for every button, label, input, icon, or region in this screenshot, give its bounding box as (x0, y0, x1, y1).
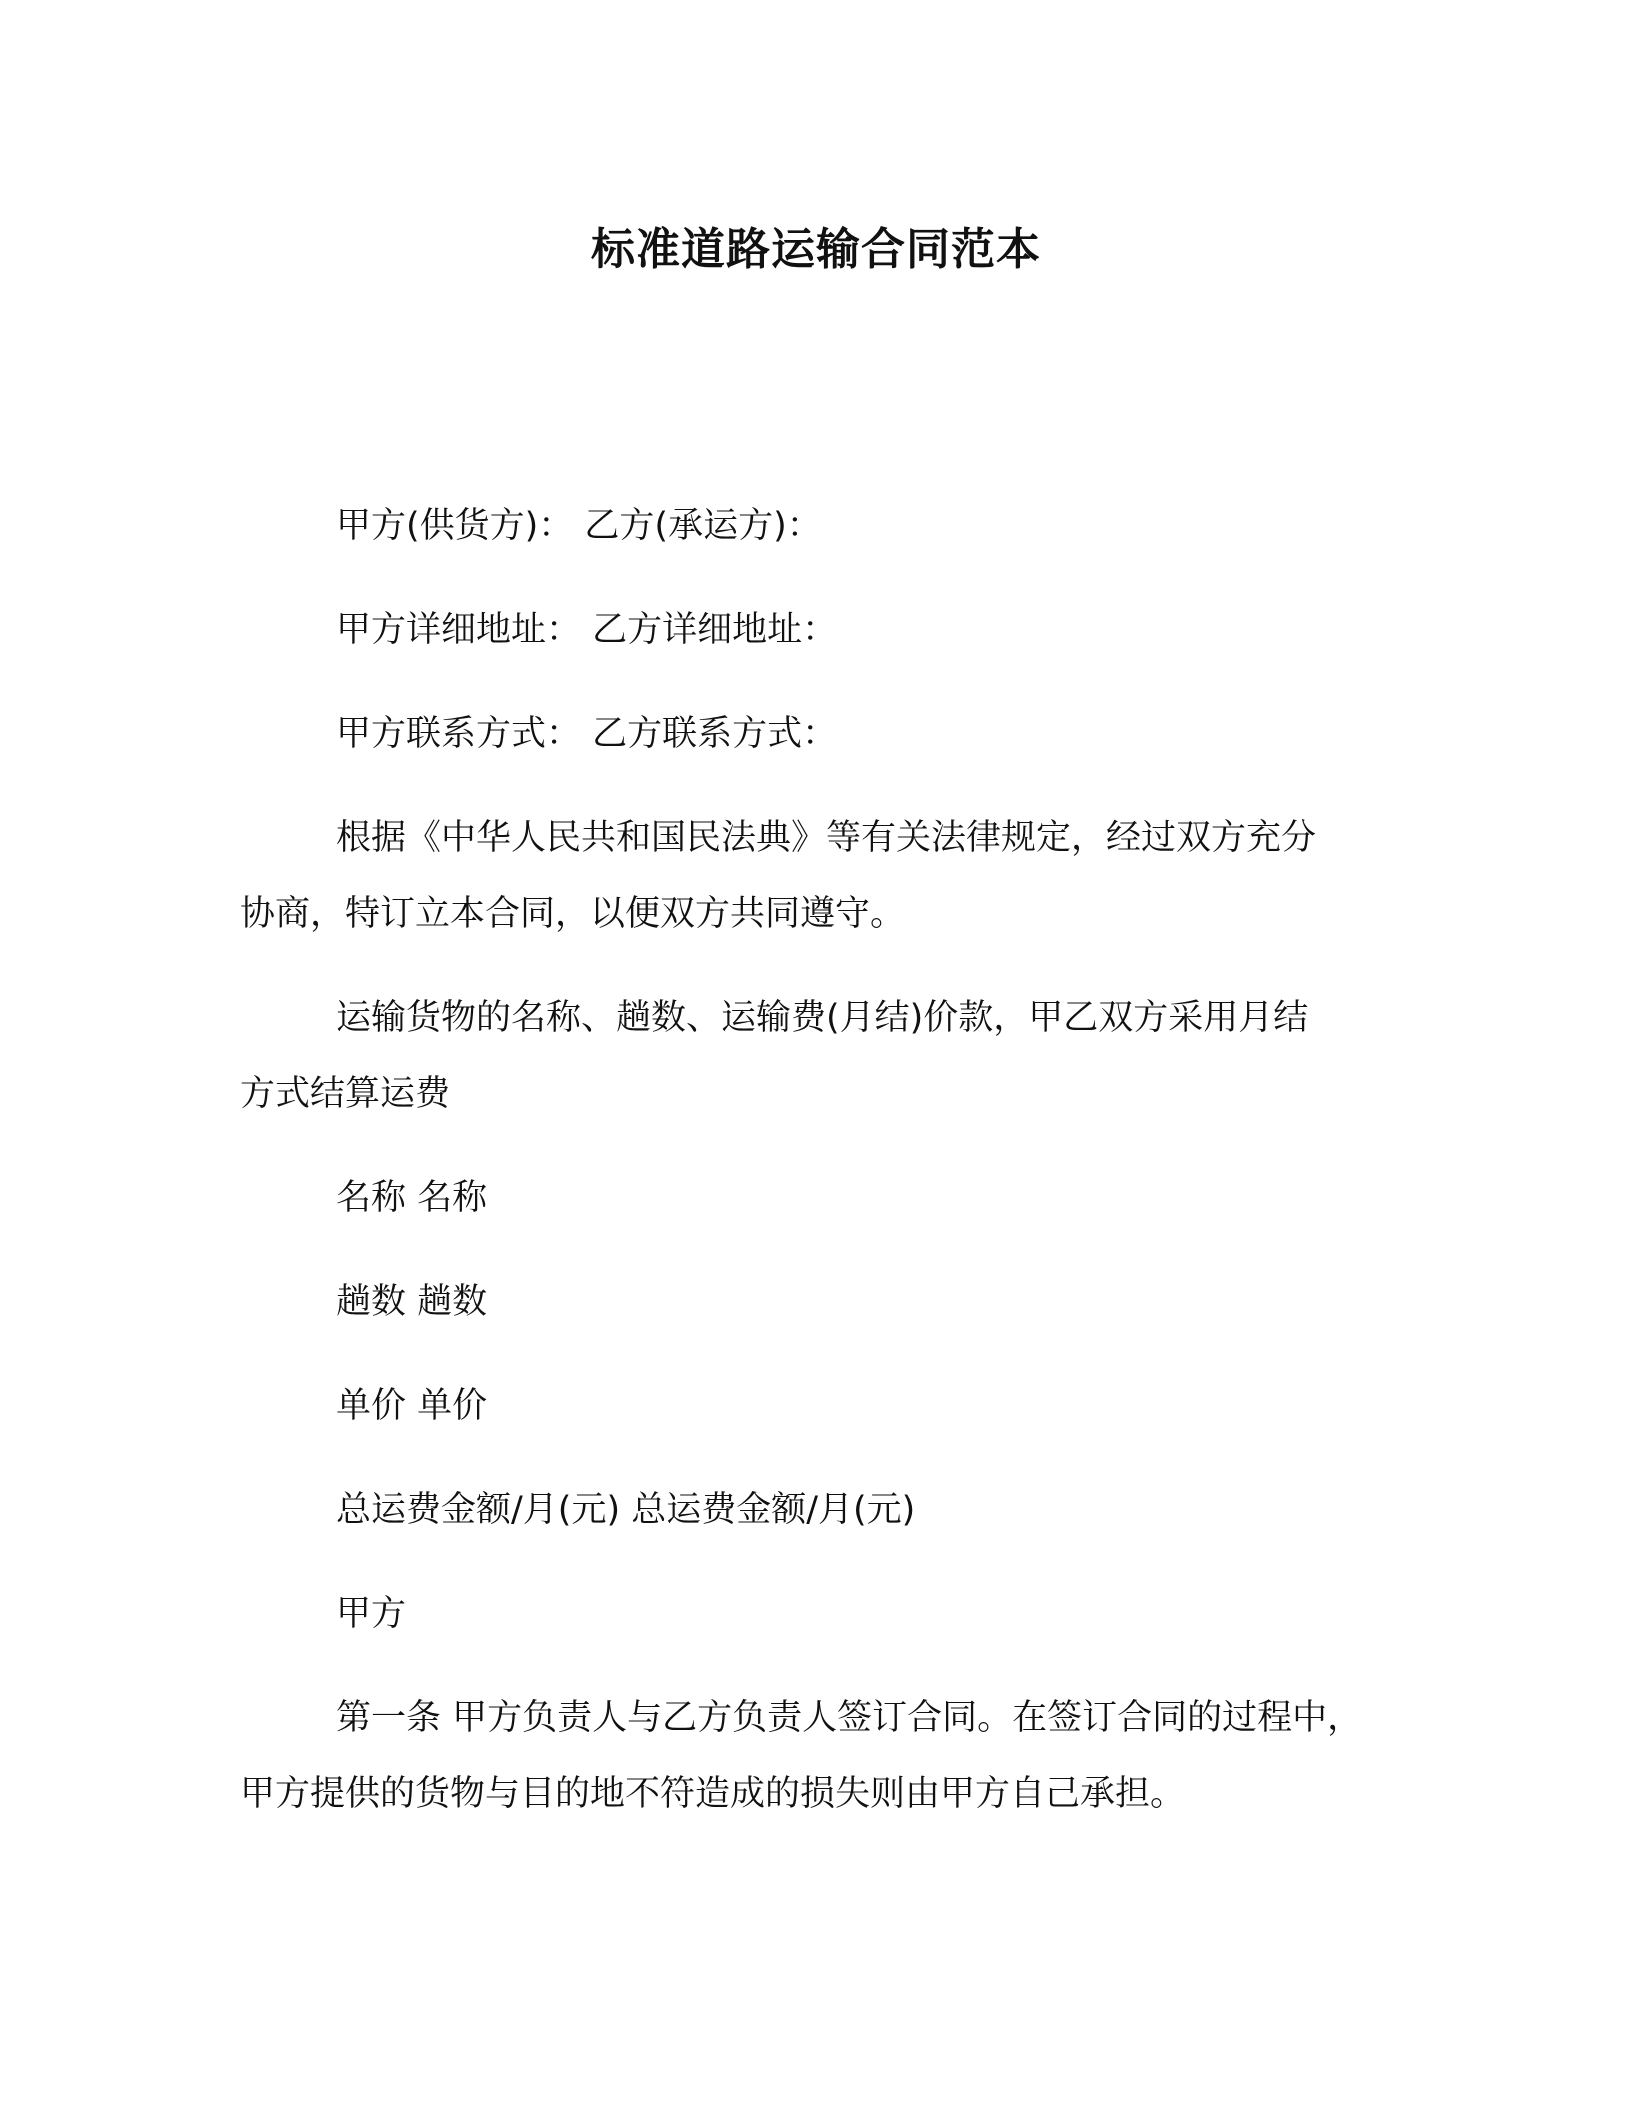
paragraph-line: 第一条 甲方负责人与乙方负责人签订合同。在签订合同的过程中， (336, 1698, 1363, 1738)
contact-line (240, 696, 1410, 772)
document-body (240, 488, 1410, 1860)
freight-paragraph (240, 980, 1410, 1132)
paragraph-line: 总运费金额/月(元) 总运费金额/月(元) (336, 1490, 916, 1530)
document-title: 标准道路运输合同范本 (591, 224, 1041, 275)
address-line (240, 592, 1410, 668)
paragraph-line: 趟数 趟数 (336, 1282, 488, 1322)
paragraph-line: 甲方 (336, 1594, 407, 1634)
item-name-line (240, 1160, 1410, 1236)
paragraph-line: 名称 名称 (336, 1178, 488, 1218)
paragraph-line: 运输货物的名称、趟数、运输费(月结)价款，甲乙双方采用月结 (336, 998, 1309, 1038)
total-freight-line (240, 1472, 1410, 1548)
party-a-line (240, 1576, 1410, 1652)
paragraph-line: 甲方联系方式： 乙方联系方式： (336, 714, 838, 754)
paragraph-line: 协商，特订立本合同，以便双方共同遵守。 (240, 894, 906, 934)
unit-price-line (240, 1368, 1410, 1444)
article-one-paragraph (240, 1680, 1410, 1832)
paragraph-line: 根据《中华人民共和国民法典》等有关法律规定，经过双方充分 (336, 818, 1317, 858)
paragraph-line: 方式结算运费 (240, 1074, 451, 1114)
trip-count-line (240, 1264, 1410, 1340)
paragraph-line: 甲方提供的货物与目的地不符造成的损失则由甲方自己承担。 (240, 1774, 1186, 1814)
preamble-paragraph (240, 800, 1410, 952)
party-line (240, 488, 1410, 564)
paragraph-line: 甲方(供货方)： 乙方(承运方)： (336, 506, 822, 546)
paragraph-line: 甲方详细地址： 乙方详细地址： (336, 610, 838, 650)
paragraph-line: 单价 单价 (336, 1386, 488, 1426)
